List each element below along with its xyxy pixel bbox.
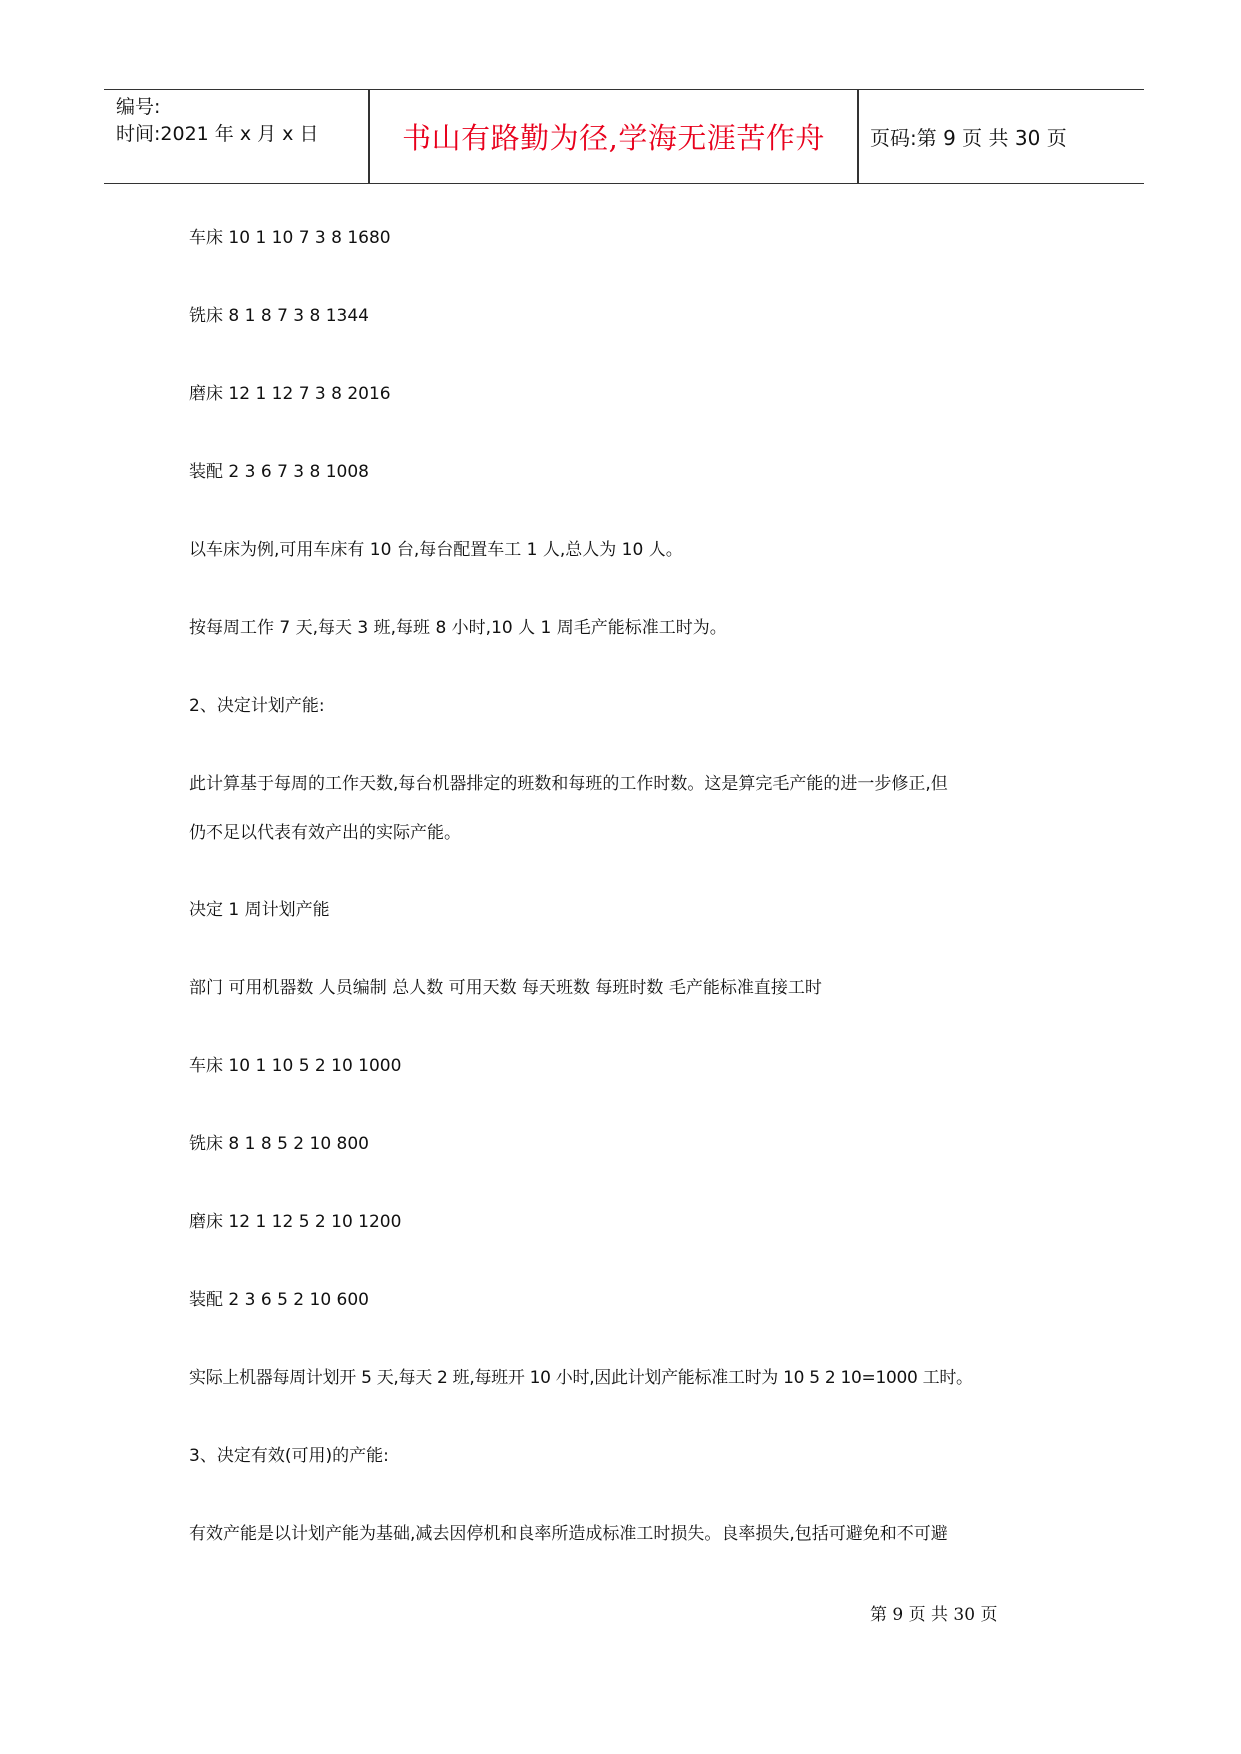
table-row-grinding-planned: 磨床 12 1 12 5 2 10 1200 [189, 1212, 402, 1232]
table-row-lathe-gross: 车床 10 1 10 7 3 8 1680 [189, 228, 391, 248]
document-time-label: 时间:2021 年 x 月 x 日 [116, 123, 319, 145]
header-motto: 书山有路勤为径,学海无涯苦作舟 [402, 121, 825, 155]
paragraph-lathe-example: 以车床为例,可用车床有 10 台,每台配置车工 1 人,总人为 10 人。 [189, 540, 683, 560]
paragraph-gross-calc: 按每周工作 7 天,每天 3 班,每班 8 小时,10 人 1 周毛产能标准工时为。 [189, 618, 727, 638]
table-row-lathe-planned: 车床 10 1 10 5 2 10 1000 [189, 1056, 402, 1076]
table-caption-planned: 决定 1 周计划产能 [189, 900, 330, 920]
section-heading-planned-capacity: 2、决定计划产能: [189, 696, 325, 716]
header-page-info: 页码:第 9 页 共 30 页 [870, 126, 1067, 150]
page-header [104, 89, 1144, 184]
document-number-label: 编号: [116, 96, 161, 118]
section-heading-effective-capacity: 3、决定有效(可用)的产能: [189, 1446, 389, 1466]
paragraph-planned-calc: 实际上机器每周计划开 5 天,每天 2 班,每班开 10 小时,因此计划产能标准工时为 10 5 2 10=1000 工时。 [189, 1368, 973, 1388]
header-meta [116, 94, 366, 148]
header-divider [857, 90, 859, 183]
table-row-milling-planned: 铣床 8 1 8 5 2 10 800 [189, 1134, 369, 1154]
table-header-planned: 部门 可用机器数 人员编制 总人数 可用天数 每天班数 每班时数 毛产能标准直接工时 [189, 978, 822, 998]
table-row-assembly-planned: 装配 2 3 6 5 2 10 600 [189, 1290, 369, 1310]
paragraph-planned-line-1: 此计算基于每周的工作天数,每台机器排定的班数和每班的工作时数。这是算完毛产能的进一步修正,但 [189, 774, 948, 794]
table-row-assembly-gross: 装配 2 3 6 7 3 8 1008 [189, 462, 369, 482]
table-row-milling-gross: 铣床 8 1 8 7 3 8 1344 [189, 306, 369, 326]
paragraph-planned-line-2: 仍不足以代表有效产出的实际产能。 [189, 823, 461, 843]
page-footer: 第 9 页 共 30 页 [870, 1605, 998, 1625]
table-row-grinding-gross: 磨床 12 1 12 7 3 8 2016 [189, 384, 391, 404]
paragraph-effective-capacity: 有效产能是以计划产能为基础,减去因停机和良率所造成标准工时损失。良率损失,包括可避免和不可避 [189, 1524, 948, 1544]
